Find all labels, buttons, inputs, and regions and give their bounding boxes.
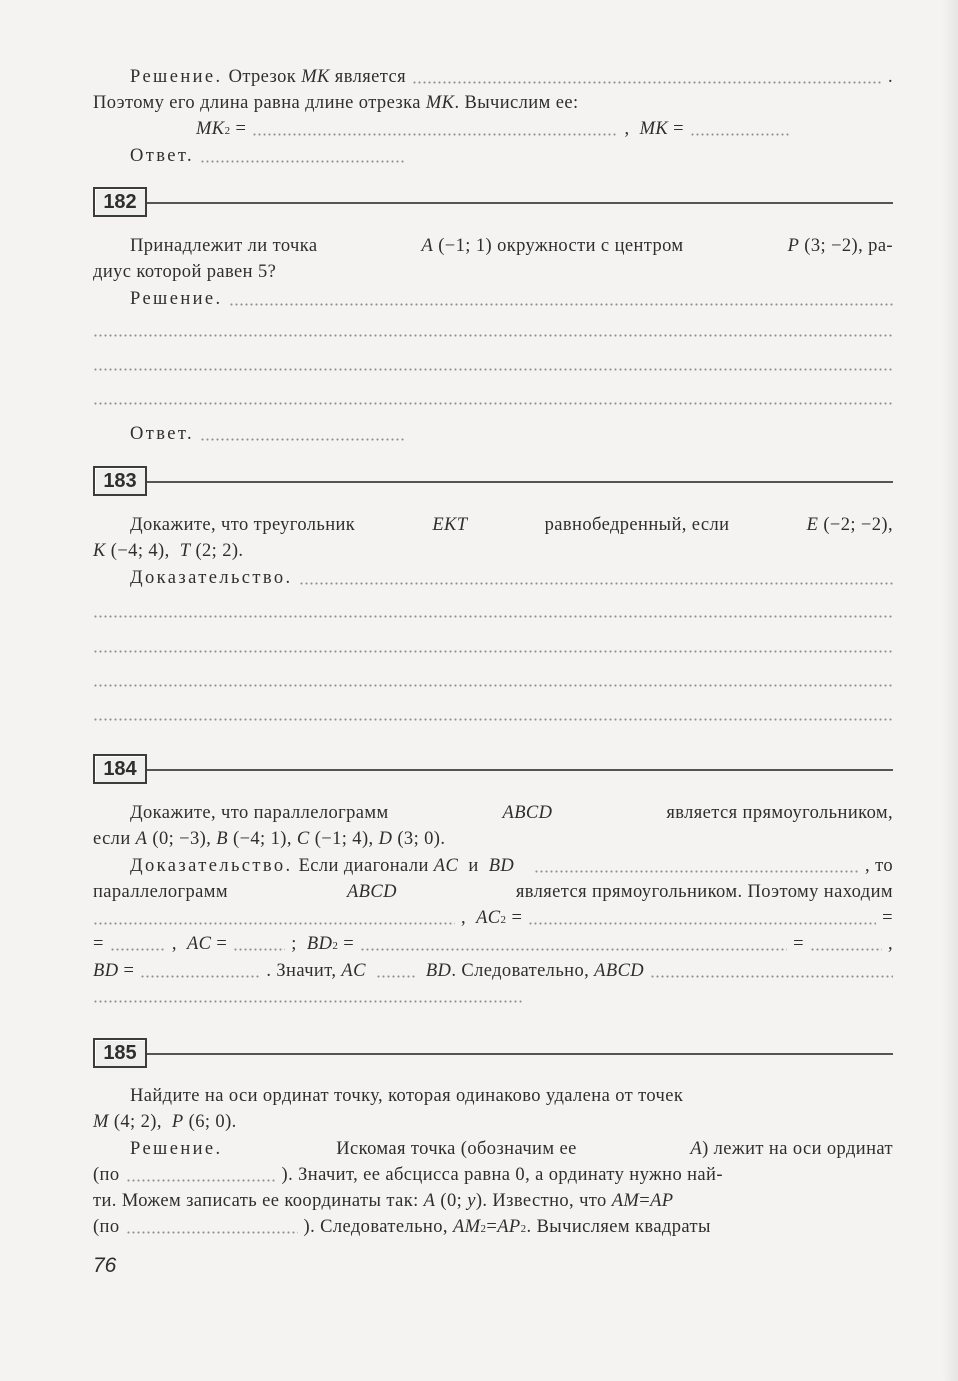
text: = [882,908,893,928]
p184-line-4 [93,879,893,905]
text: является прямоугольником, [666,803,893,823]
parallelogram-label: ABCD [346,882,397,902]
segment-label: AM [611,1191,640,1211]
text [807,512,893,538]
text: (по [93,1217,120,1237]
segment-label: AP [497,1217,521,1237]
segment-label: AP [650,1191,674,1211]
formula-lhs: BD [93,961,119,981]
blank-dots[interactable] [126,1179,276,1182]
text: = [793,934,804,954]
text: Отрезок [228,67,297,87]
text [690,1136,893,1162]
text: Если диагонали [298,856,429,876]
diagonal-label: AC [433,856,459,876]
blank-dots[interactable] [126,1231,298,1234]
text: = [511,908,523,928]
problem-number-184: 184 [93,754,147,784]
segment-label: MK [425,93,455,113]
point-label: A [421,236,434,256]
blank-dots[interactable] [534,870,859,873]
text: (0; [440,1191,463,1211]
problem-rule [147,1053,893,1055]
p185-line-1: Найдите на оси ординат точку, которая одинаково удалена от точек [130,1086,684,1106]
text: . Вычислим ее: [454,93,579,113]
text: , [171,934,177,954]
point-label: A [690,1139,703,1159]
text: является прямоугольником. Поэтому находим [515,882,893,902]
text [788,233,893,259]
blank-dots[interactable] [376,975,416,978]
blank-dots[interactable] [93,922,455,925]
triangle-label: EKT [432,515,468,535]
blank-dots[interactable] [360,948,787,951]
top-line-2 [93,90,893,116]
point-label: E [806,515,819,535]
p182-line-1 [130,233,893,259]
point-label: C [296,829,310,849]
point-label: B [216,829,228,849]
text: (−4; 1), [233,829,292,849]
text: = [235,119,247,139]
formula-lhs: MK [639,119,669,139]
answer-blank[interactable] [200,160,405,163]
text: = [486,1217,498,1237]
text: (−1; 1) окружности с центром [438,236,684,256]
text: . Значит, [266,961,337,981]
blank-line[interactable] [93,718,893,721]
problem-rule [147,481,893,483]
answer-label: Ответ. [130,424,195,444]
problem-number-182: 182 [93,187,147,217]
text: Искомая точка (обозначим ее [336,1139,577,1159]
p185-line-4 [93,1162,893,1188]
segment-label: MK [301,67,330,87]
point-label: P [787,236,800,256]
text: = [123,961,135,981]
text: является [334,67,406,87]
answer-label: Ответ. [130,146,195,166]
blank-line[interactable] [93,650,893,653]
text: , [624,119,630,139]
text: (−4; 4), [110,541,170,561]
formula-lhs: AC [186,934,212,954]
problem-rule [147,769,893,771]
blank-line[interactable] [93,368,893,371]
p182-line-2: диус которой равен 5? [93,262,277,282]
parallelogram-label: ABCD [502,803,553,823]
point-label: M [93,1112,109,1132]
blank-dots[interactable] [690,133,790,136]
text: , то [865,856,893,876]
text: (по [93,1165,120,1185]
text: = [216,934,228,954]
blank-line[interactable] [93,1000,523,1003]
p183-line-1 [130,512,893,538]
p184-line-7 [93,958,893,984]
text: ти. Можем записать ее координаты так: [93,1191,419,1211]
p184-line-2 [93,826,893,852]
p184-line-1 [130,800,893,826]
text: . Следовательно, [451,961,590,981]
text: Принадлежит ли точка [130,236,318,256]
blank-line[interactable] [93,684,893,687]
point-label: P [171,1112,184,1132]
text: . Вычисляем квадраты [526,1217,711,1237]
point-label: K [93,541,106,561]
text: ). Известно, что [475,1191,607,1211]
formula-lhs: MK [196,119,225,139]
point-label: A [135,829,148,849]
text: (0; −3), [152,829,212,849]
blank-dots[interactable] [110,948,166,951]
text: = [343,934,355,954]
problem-number-185: 185 [93,1038,147,1068]
text: , [887,934,893,954]
top-formula-line: MK 2 = , MK = [196,116,796,142]
blank-dots[interactable] [140,975,260,978]
blank-line[interactable] [93,615,893,618]
text: (−1; 4), [314,829,374,849]
text: = [93,934,104,954]
proof-label: Доказательство. [130,856,293,876]
problem-rule [147,202,893,204]
answer-blank[interactable] [200,438,405,441]
blank-dots[interactable] [528,922,876,925]
p185-line-6: (по ). Следовательно, AM 2 = AP 2 . Вычисляем квадраты [93,1214,893,1240]
blank-dots[interactable] [412,81,882,84]
p182-answer-line [130,421,893,447]
text: ) лежит на оси ординат [702,1139,893,1159]
diagonal-label: BD [488,856,515,876]
blank-dots[interactable] [650,975,893,978]
text: Докажите, что треугольник [130,515,356,535]
p184-line-5: , AC 2 = = [93,905,893,931]
text: , [461,908,467,928]
p183-line-2 [93,538,893,564]
text [421,233,683,259]
p185-line-2 [93,1109,893,1135]
diagonal-label: AC [341,961,366,981]
problem-number-183: 183 [93,466,147,496]
blank-dots[interactable] [233,948,285,951]
text: . [887,67,893,87]
diagonal-label: BD [425,961,452,981]
solution-label: Решение. [130,1139,223,1159]
variable: y [467,1191,476,1211]
segment-label: AM [452,1217,481,1237]
blank-dots[interactable] [252,133,618,136]
point-label: T [179,541,191,561]
blank-line[interactable] [93,402,893,405]
text: равнобедренный, если [544,515,730,535]
p184-proof-line [130,853,893,879]
text: = [639,1191,651,1211]
blank-dots[interactable] [229,303,893,306]
p185-line-5 [93,1188,893,1214]
parallelogram-label: ABCD [594,961,645,981]
formula-lhs: AC [476,908,501,928]
text: ). Значит, ее абсцисса равна 0, а ординату нужно най- [281,1165,723,1185]
text: (2; 2). [195,541,244,561]
solution-label: Решение. [130,289,223,309]
solution-label: Решение. [130,67,223,87]
text: (3; 0). [397,829,446,849]
top-answer-line [130,143,893,169]
text: (4; 2), [113,1112,162,1132]
p183-proof-line [130,565,893,591]
text: ). Следовательно, [303,1217,448,1237]
blank-dots[interactable] [810,948,882,951]
text: и [468,856,479,876]
text: Поэтому его длина равна длине отрезка [93,93,421,113]
text: если [93,829,131,849]
point-label: A [423,1191,436,1211]
text: (6; 0). [188,1112,237,1132]
p184-line-6: = , AC = ; BD 2 = = , [93,931,893,957]
p185-solution-line [130,1136,893,1162]
text: Докажите, что параллелограмм [130,803,389,823]
text: (−2; −2), [823,515,893,535]
blank-line[interactable] [93,334,893,337]
p182-solution-line [130,286,893,312]
text: параллелограмм [93,882,228,902]
top-solution-line [130,64,893,90]
blank-dots[interactable] [299,582,893,585]
point-label: D [378,829,393,849]
formula-lhs: BD [306,934,333,954]
page-number: 76 [93,1254,117,1277]
page-edge-shadow [942,0,958,1381]
text: = [673,119,684,139]
proof-label: Доказательство. [130,568,293,588]
text: (3; −2), ра- [804,236,893,256]
text: ; [291,934,297,954]
